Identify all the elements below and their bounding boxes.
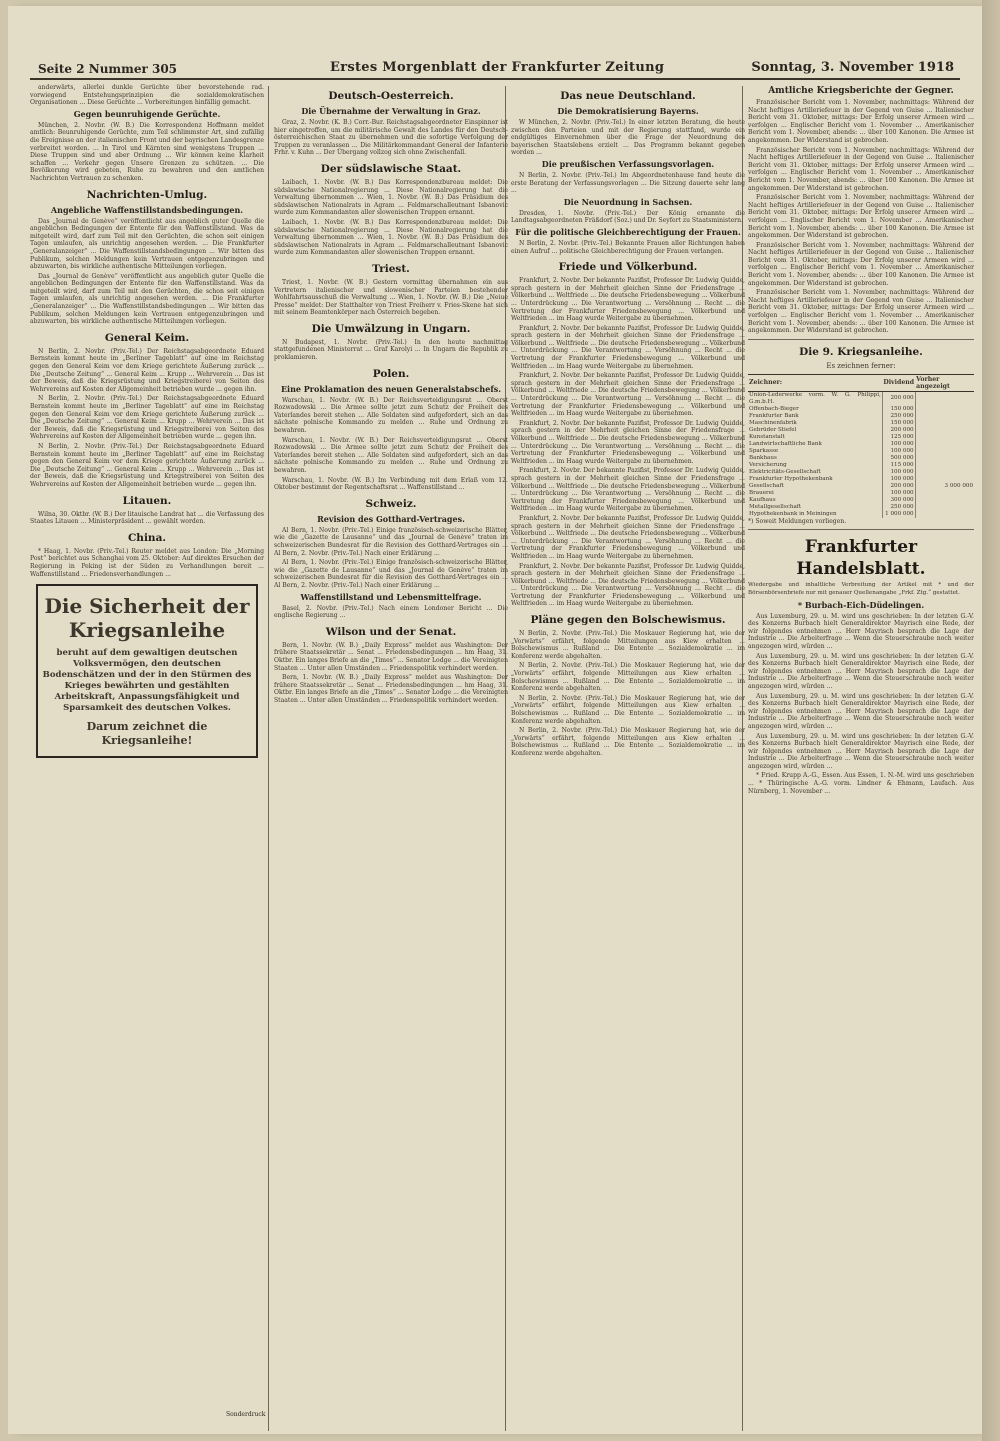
article-text: N Berlin, 2. Novbr. (Priv.-Tel.) Der Reichstagsabgeordnete Eduard Bernstein kommt heute im „Berliner Tageblatt“ auf eine im Reichstag gegen den General Keim vor dem Kriege gerichtete Äußerung zurück ... Die „Deutsche Zeitung“ ... General Keim ... Krupp ... Wehrverein ... Das ist der Beweis, daß die Kriegsrüstung und Kriegstreiberei von Seiten des Wehrvereins auf Kosten der Allgemeinheit betrieben wurde ... gegen ihn. bbox=[30, 347, 264, 393]
article-text: Basel, 2. Novbr. (Priv.-Tel.) Nach einem Londoner Bericht ... Die englische Regierung ... bbox=[274, 604, 508, 620]
article-text: Frankfurt, 2. Novbr. Der bekannte Pazifist, Professor Dr. Ludwig Quidde, sprach gestern in der Mehrheit gleichen Sinne der Friedensfrage ... Völkerbund ... Weltfriede ... Die deutsche Friedensbewegung ... Völkerbund ... Unterdrückung ... Die Verantwortung ... Versöhnung ... Recht ... die Vertretung der Frankfurter Friedensbewegung ... Völkerbund und Weltfrieden ... im Haag wurde Weitergabe zu übernehmen. bbox=[511, 467, 745, 513]
table-cell: Kunstanstalt bbox=[748, 434, 882, 441]
article-heading: Für die politische Gleichberechtigung der Frauen. bbox=[515, 226, 741, 237]
masthead bbox=[30, 50, 960, 80]
war-bond-advertisement bbox=[36, 584, 258, 758]
table-cell bbox=[915, 504, 974, 511]
article-heading: Das neue Deutschland. bbox=[560, 90, 696, 102]
article-heading: Die Umwälzung in Ungarn. bbox=[311, 322, 471, 335]
article-text: N Berlin, 2. Novbr. (Priv.-Tel.) Die Moskauer Regierung hat, wie der „Vorwärts“ erfährt, folgende Mitteilungen aus Kiew erhalten ... Bolschewismus ... Rußland ... Die Entente ... Sozialdemokratie ... im Konferenz werde abgehalten. bbox=[511, 727, 745, 757]
table-cell bbox=[915, 455, 974, 462]
table-cell: Gesellschaft bbox=[748, 483, 882, 490]
article-text: Bern, 1. Novbr. (W. B.) „Daily Express“ meldet aus Washington: Der frühere Staatssekretär ... Senat ... Friedensbedingungen ... hm Haag, 31. Oktbr. Ein langes Briefe an die „Times“ ... Senator Lodge ... die Vereinigten Staaten ... Unter allen Umständen ... Friedenspolitik verhindert werden. bbox=[274, 641, 508, 672]
article-heading: Waffenstillstand und Lebensmittelfrage. bbox=[300, 591, 482, 602]
column-2 bbox=[274, 84, 508, 706]
article-text: Französischer Bericht vom 1. November, nachmittags: Während der Nacht heftiges Artilleriefeuer in der Gegend von Guise ... Italienischer Bericht vom 31. Oktober, mittags: Der Erfolg unserer Armeen wird ... verfolgen ... Englischer Bericht vom 1. November ... Amerikanischer Bericht vom 1. November, abends: ... über 100 Kanonen. Die Armee ist angekommen. Der Widerstand ist gebrochen. bbox=[748, 146, 974, 192]
article-text: Triest, 1. Novbr. (W. B.) Gestern vormittag übernahmen ein aus Vertretern italienischer und slowenischer Parteien bestehender Wohlfahrtsausschuß die Verwaltung ... Wien, 1. Novbr. (W. B.) Die „Neiue Presse“ meldet: Der Statthalter von Triest Freiherr v. Fries-Skene hat sich mit seinem Beamtenkörper nach Österreich begeben. bbox=[274, 278, 508, 317]
article-heading: Die 9. Kriegsanleihe. bbox=[799, 345, 923, 358]
article-subheading: Es zeichnen ferner: bbox=[826, 361, 896, 370]
subscription-table bbox=[748, 374, 974, 518]
table-row bbox=[748, 455, 974, 462]
table-row bbox=[748, 462, 974, 469]
article-text: Französischer Bericht vom 1. November, nachmittags: Während der Nacht heftiges Artilleriefeuer in der Gegend von Guise ... Italienischer Bericht vom 31. Oktober, mittags: Der Erfolg unserer Armeen wird ... verfolgen ... Englischer Bericht vom 1. November ... Amerikanischer Bericht vom 1. November, abends: ... über 100 Kanonen. Die Armee ist angekommen. Der Widerstand ist gebrochen. bbox=[748, 241, 974, 287]
article-text: Warschau, 1. Novbr. (W. B.) Der Reichsverteidigungsrat ... Oberst Rozwadowski ... Die Armee sollte jetzt zum Schutz der Freiheit des Vaterlandes bereit stehen ... Alle Soldaten sind aufgefordert, sich an das nächste polnische Kommando zu melden ... Ruhe und Ordnung zu bewahren. bbox=[274, 436, 508, 474]
ad-title: Die Sicherheit der Kriegsanleihe bbox=[44, 594, 250, 643]
table-cell bbox=[915, 441, 974, 448]
article-text: Französischer Bericht vom 1. November, nachmittags: Während der Nacht heftiges Artilleriefeuer in der Gegend von Guise ... Italienischer Bericht vom 31. Oktober, mittags: Der Erfolg unserer Armeen wird ... verfolgen ... Englischer Bericht vom 1. November ... Amerikanischer Bericht vom 1. November, abends: ... über 100 Kanonen. Die Armee ist angekommen. Der Widerstand ist gebrochen. bbox=[748, 194, 974, 240]
table-cell: 200 000 bbox=[882, 483, 915, 490]
table-cell: Brauerei bbox=[748, 490, 882, 497]
table-cell bbox=[915, 434, 974, 441]
table-header: Vorher angezeigt bbox=[915, 374, 974, 391]
table-cell bbox=[915, 406, 974, 413]
article-heading: Friede und Völkerbund. bbox=[558, 261, 698, 274]
table-row bbox=[748, 497, 974, 504]
table-row bbox=[748, 406, 974, 413]
ad-body: beruht auf dem gewaltigen deutschen Volksvermögen, den deutschen Bodenschätzen und der in den Stürmen des Krieges bewährten und gestählten Arbeitskraft, Anpassungsfähigkeit und Sparsamkeit des deutschen Volkes. bbox=[42, 648, 252, 714]
table-cell: 100 000 bbox=[882, 448, 915, 455]
table-cell: 300 000 bbox=[882, 497, 915, 504]
table-cell: Offenbach-Bieger bbox=[748, 406, 882, 413]
table-cell bbox=[915, 391, 974, 406]
divider bbox=[748, 529, 974, 530]
table-row bbox=[748, 427, 974, 434]
article-text: Frankfurt, 2. Novbr. Der bekannte Pazifist, Professor Dr. Ludwig Quidde, sprach gestern in der Mehrheit gleichen Sinne der Friedensfrage ... Völkerbund ... Weltfriede ... Die deutsche Friedensbewegung ... Völkerbund ... Unterdrückung ... Die Verantwortung ... Versöhnung ... Recht ... die Vertretung der Frankfurter Friedensbewegung ... Völkerbund und Weltfrieden ... im Haag wurde Weitergabe zu übernehmen. bbox=[511, 419, 745, 465]
table-cell: 100 000 bbox=[882, 476, 915, 483]
article-subheading: Angebliche Waffenstillstandsbedingungen. bbox=[50, 204, 244, 215]
ad-call-to-action: Darum zeichnet die Kriegsanleihe! bbox=[86, 720, 208, 748]
article-subheading: * Burbach-Eich-Düdelingen. bbox=[797, 599, 925, 610]
table-cell bbox=[915, 420, 974, 427]
column-4 bbox=[748, 84, 974, 797]
table-row bbox=[748, 476, 974, 483]
table-cell: 200 000 bbox=[882, 391, 915, 406]
table-cell: Kaufhaus bbox=[748, 497, 882, 504]
article-heading: China. bbox=[127, 531, 167, 544]
article-heading: Schweiz. bbox=[365, 497, 417, 510]
page-number: Seite 2 Nummer 305 bbox=[38, 62, 178, 76]
article-text: Warschau, 1. Novbr. (W. B.) Im Verbindung mit dem Erlaß vom 12. Oktober bestimmt der Regentschaftsrat ... Waffenstillstand ... bbox=[274, 476, 508, 492]
table-cell: 500 000 bbox=[882, 455, 915, 462]
table-row bbox=[748, 441, 974, 448]
article-text: W München, 2. Novbr. (Priv.-Tel.) In einer letzten Beratung, die heute zwischen den Parteien und mit der Regierung stattfand, wurde ein endgültiges Einvernehmen über die Frage der Neuordnung des bayerischen Staatslebens erzielt ... Das Programm bekannt gegeben worden ... bbox=[511, 119, 745, 157]
article-text: Aus Luxemburg, 29. u. M. wird uns geschrieben: In der letzten G.-V. des Konzerns Burbach hielt Generaldirektor Mayrisch eine Rede, der wir folgendes entnehmen ... Herr Mayrisch besprach die Lage der Industrie ... Die Arbeiterfrage ... Wenn die Steuerschraube noch weiter angezogen wird, würden ... bbox=[748, 692, 974, 730]
table-cell: Versicherung bbox=[748, 462, 882, 469]
article-text: Dresden, 1. Novbr. (Priv.-Tel.) Der König ernannte die Landtagsabgeordneten Fräßdorf (Soz.) und Dr. Seyfert zu Staatsministern. bbox=[511, 209, 745, 225]
article-text: Laibach, 1. Novbr. (W. B.) Das Korrespondenzbureau meldet: Die südslawische Nationalregierung ... Diese Nationalregierung hat die Verwaltung übernommen ... Wien, 1. Novbr. (W. B.) Das Präsidium des südslawischen Nationalrats in Agram ... Feldmarschalleutnant Isbanovic wurde zum Kommandanten aller slowenischen Truppen ernannt. bbox=[274, 218, 508, 257]
article-text: Französischer Bericht vom 1. November, nachmittags: Während der Nacht heftiges Artilleriefeuer in der Gegend von Guise ... Italienischer Bericht vom 31. Oktober, mittags: Der Erfolg unserer Armeen wird ... verfolgen ... Englischer Bericht vom 1. November ... Amerikanischer Bericht vom 1. November, abends: ... über 100 Kanonen. Die Armee ist angekommen. Der Widerstand ist gebrochen. bbox=[748, 289, 974, 335]
article-text: N Berlin, 2. Novbr. (Priv.-Tel.) Die Moskauer Regierung hat, wie der „Vorwärts“ erfährt, folgende Mitteilungen aus Kiew erhalten ... Bolschewismus ... Rußland ... Die Entente ... Sozialdemokratie ... im Konferenz werde abgehalten. bbox=[511, 630, 745, 660]
article-text: Laibach, 1. Novbr. (W. B.) Das Korrespondenzbureau meldet: Die südslawische Nationalregierung ... Diese Nationalregierung hat die Verwaltung übernommen ... Wien, 1. Novbr. (W. B.) Das Präsidium des südslawischen Nationalrats in Agram ... Feldmarschalleutnant Isbanovic wurde zum Kommandanten aller slowenischen Truppen ernannt. bbox=[274, 178, 508, 217]
article-subheading: Revision des Gotthard-Vertrages. bbox=[317, 513, 465, 524]
article-text: Französischer Bericht vom 1. November, nachmittags: Während der Nacht heftiges Artilleriefeuer in der Gegend von Guise ... Italienischer Bericht vom 31. Oktober, mittags: Der Erfolg unserer Armeen wird ... verfolgen ... Englischer Bericht vom 1. November ... Amerikanischer Bericht vom 1. November, abends: ... über 100 Kanonen. Die Armee ist angekommen. Der Widerstand ist gebrochen. bbox=[748, 99, 974, 144]
table-cell: 125 000 bbox=[882, 434, 915, 441]
table-cell: 250 000 bbox=[882, 413, 915, 420]
article-text: N Berlin, 2. Novbr. (Priv.-Tel.) Bekannte Frauen aller Richtungen haben einen Aufruf ... politische Gleichberechtigung der Frauen verlangen. bbox=[511, 239, 745, 255]
table-cell: 250 000 bbox=[882, 504, 915, 511]
article-text: anderwärts, allerlei dunkle Gerüchte über bevorstehende rad. vorwiegend Entstehungsprinzipien die sozialdemokratischen Organisationen ... Diese Gerüchte ... Vorbereitungen hinfällig gemacht. bbox=[30, 84, 264, 107]
article-subheading: Die Demokratisierung Bayerns. bbox=[557, 106, 699, 116]
divider bbox=[748, 339, 974, 340]
newspaper-title: Erstes Morgenblatt der Frankfurter Zeitung bbox=[330, 60, 665, 75]
article-text: N Berlin, 2. Novbr. (Priv.-Tel.) Der Reichstagsabgeordnete Eduard Bernstein kommt heute im „Berliner Tageblatt“ auf eine im Reichstag gegen den General Keim vor dem Kriege gerichtete Äußerung zurück ... Die „Deutsche Zeitung“ ... General Keim ... Krupp ... Wehrverein ... Das ist der Beweis, daß die Kriegsrüstung und Kriegstreiberei von Seiten des Wehrvereins auf Kosten der Allgemeinheit betrieben wurde ... gegen ihn. bbox=[30, 395, 264, 441]
article-heading: Der südslawische Staat. bbox=[320, 162, 462, 175]
table-cell bbox=[915, 427, 974, 434]
article-heading: Triest. bbox=[372, 262, 410, 275]
section-title: Frankfurter Handelsblatt. bbox=[796, 537, 926, 580]
table-cell bbox=[915, 469, 974, 476]
article-text: München, 2. Novbr. (W. B.) Die Korrespondenz Hoffmann meldet amtlich: Beunruhigende Gerüchte, zum Teil schlimmster Art, sind zufällig die Ereignisse an der italienischen Front und der bayrischen Landesgrenze verbreitet worden. ... In Tirol und Kärnten sind wenigstens Truppen ... Diese Truppen sind und aber Ordnung ... Wir können keine Klarheit schaffen ... Verkehr gegen Unsere Grenzen zu schützen. ... Die Bevölkerung wird gebeten, Ruhe zu bewahren und den amtlichen Nachrichten Vertrauen zu schenken. bbox=[30, 121, 264, 182]
table-cell: 1 000 000 bbox=[882, 511, 915, 518]
article-text: Das „Journal de Genève“ veröffentlicht aus angeblich guter Quelle die angeblichen Bedingungen der Entente für den Waffenstillstand. Was da mitgeteilt wird, darf zum Teil mit den Gerüchten, die schon seit einigen Tagen umlaufen, als unrichtig angesehen werden. ... Die Frankfurter „Generalanzeiger“ ... Die Waffenstillstandsbedingungen ... Wir bitten das Publikum, solchen Meldungen kein Vertrauen entgegenzubringen und abzuwarten, bis wirkliche authentische Mitteilungen vorliegen. bbox=[30, 217, 264, 271]
column-rule bbox=[268, 86, 269, 1431]
article-text: Aus Luxemburg, 29. u. M. wird uns geschrieben: In der letzten G.-V. des Konzerns Burbach hielt Generaldirektor Mayrisch eine Rede, der wir folgendes entnehmen ... Herr Mayrisch besprach die Lage der Industrie ... Die Arbeiterfrage ... Wenn die Steuerschraube noch weiter angezogen wird, würden ... bbox=[748, 732, 974, 770]
table-row bbox=[748, 469, 974, 476]
table-cell bbox=[915, 490, 974, 497]
printer-mark: Sonderdruck bbox=[226, 1411, 266, 1418]
table-header: Zeichner: bbox=[748, 374, 882, 391]
table-row bbox=[748, 490, 974, 497]
table-cell bbox=[915, 476, 974, 483]
article-text: Frankfurt, 2. Novbr. Der bekannte Pazifist, Professor Dr. Ludwig Quidde, sprach gestern in der Mehrheit gleichen Sinne der Friedensfrage ... Völkerbund ... Weltfriede ... Die deutsche Friedensbewegung ... Völkerbund ... Unterdrückung ... Die Verantwortung ... Versöhnung ... Recht ... die Vertretung der Frankfurter Friedensbewegung ... Völkerbund und Weltfrieden ... im Haag wurde Weitergabe zu übernehmen. bbox=[511, 324, 745, 370]
article-text: Warschau, 1. Novbr. (W. B.) Der Reichsverteidigungsrat ... Oberst Rozwadowski ... Die Armee sollte jetzt zum Schutz der Freiheit des Vaterlandes bereit stehen ... Alle Soldaten sind aufgefordert, sich an das nächste polnische Kommando zu melden ... Ruhe und Ordnung zu bewahren. bbox=[274, 396, 508, 435]
article-heading: Die Neuordnung in Sachsen. bbox=[563, 196, 693, 207]
table-cell bbox=[915, 413, 974, 420]
article-subheading: Eine Proklamation des neuen Generalstabschefs. bbox=[280, 383, 502, 394]
table-row bbox=[748, 511, 974, 518]
article-heading: Nachrichten-Umlug. bbox=[86, 188, 208, 201]
column-3 bbox=[511, 84, 745, 760]
table-cell: Landwirtschaftliche Bank bbox=[748, 441, 882, 448]
table-cell: Frankfurter Hypothekenbank bbox=[748, 476, 882, 483]
article-text: N Berlin, 2. Novbr. (Priv.-Tel.) Der Reichstagsabgeordnete Eduard Bernstein kommt heute im „Berliner Tageblatt“ auf eine im Reichstag gegen den General Keim vor dem Kriege gerichtete Äußerung zurück ... Die „Deutsche Zeitung“ ... General Keim ... Krupp ... Wehrverein ... Das ist der Beweis, daß die Kriegsrüstung und Kriegstreiberei von Seiten des Wehrvereins auf Kosten der Allgemeinheit betrieben wurde ... gegen ihn. bbox=[30, 442, 264, 488]
article-heading: Pläne gegen den Bolschewismus. bbox=[530, 614, 726, 627]
table-cell: Hypothekenbank in Meiningen bbox=[748, 511, 882, 518]
article-text: N Budapest, 1. Novbr. (Priv.-Tel.) In den heute nachmittag stattgefundenen Ministerrat ... Graf Karolyi ... In Ungarn die Republik zu proklamieren. bbox=[274, 338, 508, 362]
article-heading: Polen. bbox=[372, 367, 410, 380]
article-text: * Haag, 1. Novbr. (Priv.-Tel.) Reuter meldet aus London: Die „Morning Post“ berichtet aus Schanghai vom 25. Oktober: Auf direktes Ersuchen der Regierung in Peking ist der Süden zu Verhandlungen bereit ... Waffenstillstand ... Friedensverhandlungen ... bbox=[30, 547, 264, 578]
article-text: Aus Luxemburg, 29. u. M. wird uns geschrieben: In der letzten G.-V. des Konzerns Burbach hielt Generaldirektor Mayrisch eine Rede, der wir folgendes entnehmen ... Herr Mayrisch besprach die Lage der Industrie ... Die Arbeiterfrage ... Wenn die Steuerschraube noch weiter angezogen wird, würden ... bbox=[748, 652, 974, 690]
table-cell: 100 000 bbox=[882, 441, 915, 448]
article-heading: Litauen. bbox=[122, 494, 172, 507]
article-heading: Amtliche Kriegsberichte der Gegner. bbox=[768, 86, 954, 96]
page-edge bbox=[982, 0, 1000, 1441]
table-row bbox=[748, 483, 974, 490]
article-text: N Berlin, 2. Novbr. (Priv.-Tel.) Die Moskauer Regierung hat, wie der „Vorwärts“ erfährt, folgende Mitteilungen aus Kiew erhalten ... Bolschewismus ... Rußland ... Die Entente ... Sozialdemokratie ... im Konferenz werde abgehalten. bbox=[511, 662, 745, 693]
reprint-note: Wiedergabe und inhaltliche Verbreitung der Artikel mit * und der Börsenbörsenbriefe nur mit genauer Quellenangabe „Frkf. Ztg.“ gestattet. bbox=[748, 582, 974, 596]
article-text: Frankfurt, 2. Novbr. Der bekannte Pazifist, Professor Dr. Ludwig Quidde, sprach gestern in der Mehrheit gleichen Sinne der Friedensfrage ... Völkerbund ... Weltfriede ... Die deutsche Friedensbewegung ... Völkerbund ... Unterdrückung ... Die Verantwortung ... Versöhnung ... Recht ... die Vertretung der Frankfurter Friedensbewegung ... Völkerbund und Weltfrieden ... im Haag wurde Weitergabe zu übernehmen. bbox=[511, 514, 745, 560]
article-text: N Berlin, 2. Novbr. (Priv.-Tel.) Im Abgeordnetenhause fand heute die erste Beratung der Verfassungsvorlagen ... Die Sitzung dauerte sehr lang ... bbox=[511, 171, 745, 195]
table-note: *) Soweit Meldungen vorliegen. bbox=[748, 517, 847, 525]
table-cell: Gebrüder Stiefel bbox=[748, 427, 882, 434]
article-text: Al Bern, 1. Novbr. (Priv.-Tel.) Einige französisch-schweizerische Blätter, wie die „Gazette de Lausanne“ und das „Journal de Genève“ traten im schweizerischen Bundesrat für die Revision des Gotthard-Vertrages ein ... Al Bern, 2. Novbr. (Priv.-Tel.) Nach einer Erklärung ... bbox=[274, 559, 508, 589]
article-text: N Berlin, 2. Novbr. (Priv.-Tel.) Die Moskauer Regierung hat, wie der „Vorwärts“ erfährt, folgende Mitteilungen aus Kiew erhalten ... Bolschewismus ... Rußland ... Die Entente ... Sozialdemokratie ... im Konferenz werde abgehalten. bbox=[511, 694, 745, 725]
table-cell: Union-Lederwerke vorm. W. G. Philippi, G.m.b.H. bbox=[749, 391, 881, 405]
article-heading: Wilson und der Senat. bbox=[325, 625, 457, 638]
table-cell bbox=[915, 448, 974, 455]
newspaper-page bbox=[8, 6, 982, 1434]
issue-date: Sonntag, 3. November 1918 bbox=[751, 60, 954, 75]
table-cell: Frankfurter Bank bbox=[748, 413, 882, 420]
article-text: Al Bern, 1. Novbr. (Priv.-Tel.) Einige französisch-schweizerische Blätter, wie die „Gazette de Lausanne“ und das „Journal de Genève“ traten im schweizerischen Bundesrat für die Revision des Gotthard-Vertrages ein ... Al Bern, 2. Novbr. (Priv.-Tel.) Nach einer Erklärung ... bbox=[274, 526, 508, 557]
table-row bbox=[748, 391, 974, 406]
article-text: Frankfurt, 2. Novbr. Der bekannte Pazifist, Professor Dr. Ludwig Quidde, sprach gestern in der Mehrheit gleichen Sinne der Friedensfrage ... Völkerbund ... Weltfriede ... Die deutsche Friedensbewegung ... Völkerbund ... Unterdrückung ... Die Verantwortung ... Versöhnung ... Recht ... die Vertretung der Frankfurter Friedensbewegung ... Völkerbund und Weltfrieden ... im Haag wurde Weitergabe zu übernehmen. bbox=[511, 372, 745, 418]
table-row bbox=[748, 413, 974, 420]
table-row bbox=[748, 420, 974, 427]
table-cell: 100 000 bbox=[882, 469, 915, 476]
article-text: Wilna, 30. Oktbr. (W. B.) Der litauische Landrat hat ... die Verfassung des Staates Litauen ... Ministerpräsident ... gewählt worden. bbox=[30, 510, 264, 526]
table-cell bbox=[915, 497, 974, 504]
table-cell: Metallgesellschaft bbox=[748, 504, 882, 511]
table-cell: 150 000 bbox=[882, 406, 915, 413]
table-cell: Maschinenfabrik bbox=[748, 420, 882, 427]
table-cell: Bankhaus bbox=[748, 455, 882, 462]
article-text: Bern, 1. Novbr. (W. B.) „Daily Express“ meldet aus Washington: Der frühere Staatssekretär ... Senat ... Friedensbedingungen ... hm Haag, 31. Oktbr. Ein langes Briefe an die „Times“ ... Senator Lodge ... die Vereinigten Staaten ... Unter allen Umständen ... Friedenspolitik verhindert werden. bbox=[274, 674, 508, 704]
table-cell bbox=[915, 462, 974, 469]
column-1 bbox=[30, 84, 264, 764]
table-row bbox=[748, 448, 974, 455]
article-heading: Deutsch-Oesterreich. bbox=[328, 90, 454, 102]
article-text: Graz, 2. Novbr. (K. B.) Corr.-Bur. Reichstagsabgeordneter Einspinner ist hier eingetroffen, um die militärische Gewalt des Landes für den Deutsch-österreichischen Staat zu übernehmen und die sofortige Verfolgung der Truppen zu veranlassen ... Die Militärkommandant General der Infanterie Frhr. v. Kuhn ... Der Übergang vollzog sich ohne Zwischenfall. bbox=[274, 119, 508, 157]
article-text: * Fried. Krupp A.-G., Essen. Aus Essen, 1. N.-M. wird uns geschrieben ... * Thüringische A.-G. vorm. Lindner & Ehmann, Laufach. Aus Nürnberg, 1. November ... bbox=[748, 772, 974, 795]
article-heading: General Keim. bbox=[104, 331, 190, 344]
article-text: Frankfurt, 2. Novbr. Der bekannte Pazifist, Professor Dr. Ludwig Quidde, sprach gestern in der Mehrheit gleichen Sinne der Friedensfrage ... Völkerbund ... Weltfriede ... Die deutsche Friedensbewegung ... Völkerbund ... Unterdrückung ... Die Verantwortung ... Versöhnung ... Recht ... die Vertretung der Frankfurter Friedensbewegung ... Völkerbund und Weltfrieden ... im Haag wurde Weitergabe zu übernehmen. bbox=[511, 562, 745, 608]
table-row bbox=[748, 504, 974, 511]
table-cell: Sparkasse bbox=[748, 448, 882, 455]
article-text: Das „Journal de Genève“ veröffentlicht aus angeblich guter Quelle die angeblichen Bedingungen der Entente für den Waffenstillstand. Was da mitgeteilt wird, darf zum Teil mit den Gerüchten, die schon seit einigen Tagen umlaufen, als unrichtig angesehen werden. ... Die Frankfurter „Generalanzeiger“ ... Die Waffenstillstandsbedingungen ... Wir bitten das Publikum, solchen Meldungen kein Vertrauen entgegenzubringen und abzuwarten, bis wirkliche authentische Mitteilungen vorliegen. bbox=[30, 272, 264, 326]
table-cell: 115 000 bbox=[882, 462, 915, 469]
table-header: Dividend bbox=[882, 374, 915, 391]
table-row bbox=[748, 434, 974, 441]
table-cell: Elektricitäts-Gesellschaft bbox=[748, 469, 882, 476]
table-cell: 3 000 000 bbox=[944, 482, 973, 489]
table-cell: 200 000 bbox=[882, 427, 915, 434]
article-heading: Gegen beunruhigende Gerüchte. bbox=[73, 108, 221, 119]
article-heading: Die preußischen Verfassungsvorlagen. bbox=[541, 158, 715, 169]
table-cell: 100 000 bbox=[882, 490, 915, 497]
article-text: Aus Luxemburg, 29. u. M. wird uns geschrieben: In der letzten G.-V. des Konzerns Burbach hielt Generaldirektor Mayrisch eine Rede, der wir folgendes entnehmen ... Herr Mayrisch besprach die Lage der Industrie ... Die Arbeiterfrage ... Wenn die Steuerschraube noch weiter angezogen wird, würden ... bbox=[748, 612, 974, 650]
table-cell bbox=[915, 511, 974, 518]
article-text: Frankfurt, 2. Novbr. Der bekannte Pazifist, Professor Dr. Ludwig Quidde, sprach gestern in der Mehrheit gleichen Sinne der Friedensfrage ... Völkerbund ... Weltfriede ... Die deutsche Friedensbewegung ... Völkerbund ... Unterdrückung ... Die Verantwortung ... Versöhnung ... Recht ... die Vertretung der Frankfurter Friedensbewegung ... Völkerbund und Weltfrieden ... im Haag wurde Weitergabe zu übernehmen. bbox=[511, 277, 745, 323]
article-subheading: Die Übernahme der Verwaltung in Graz. bbox=[301, 106, 481, 116]
table-cell: 150 000 bbox=[882, 420, 915, 427]
